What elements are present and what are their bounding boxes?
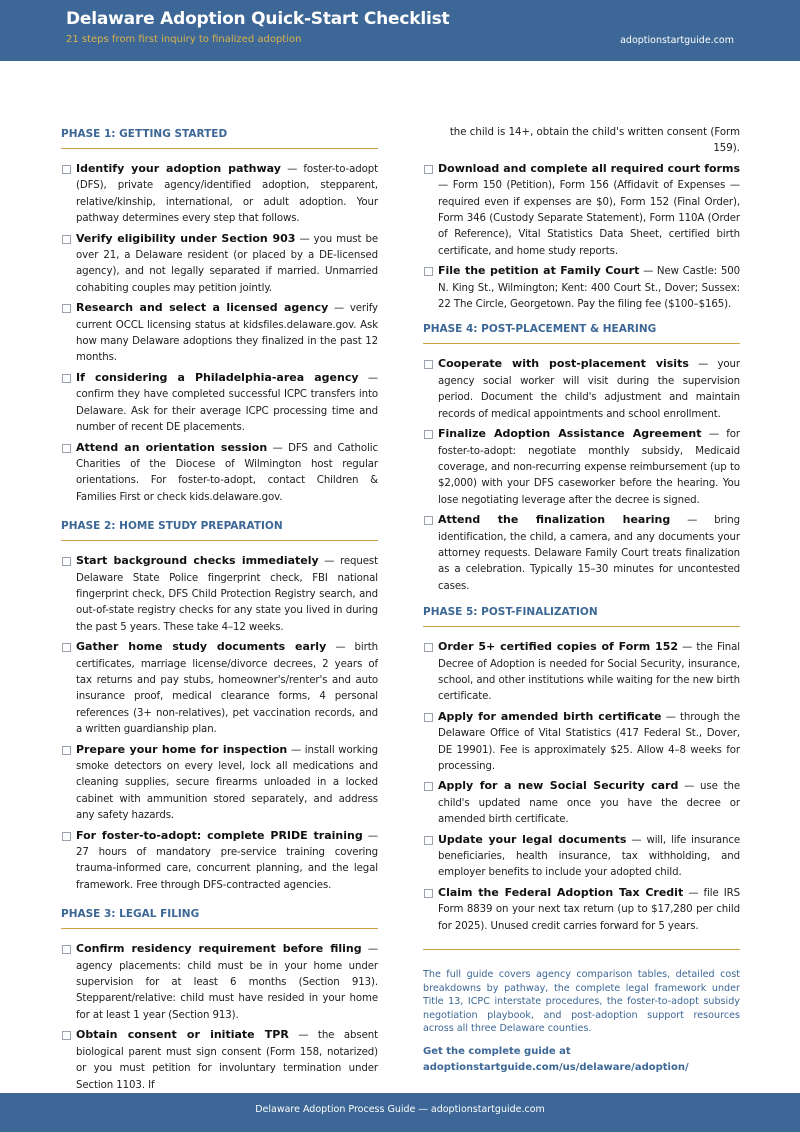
checkbox-icon[interactable] bbox=[424, 643, 433, 652]
item-title: Gather home study documents early bbox=[76, 640, 327, 654]
checklist-item bbox=[61, 300, 378, 367]
item-body: — New Castle: 500 N. King St., Wilmington; Kent: 400 Court St., Dover; Sussex: 22 The Circle, Georgetown. Pay the filing fee ($100–$165). bbox=[438, 266, 740, 311]
item-title: Apply for amended birth certificate bbox=[438, 709, 662, 723]
checkbox-icon[interactable] bbox=[62, 746, 71, 755]
item-title: Finalize Adoption Assistance Agreement bbox=[438, 427, 702, 441]
checklist-item bbox=[61, 941, 378, 1024]
item-title: Update your legal documents bbox=[438, 832, 627, 846]
item-title: Order 5+ certified copies of Form 152 bbox=[438, 640, 679, 654]
item-body: — file IRS Form 8839 on your next tax return (up to $17,280 per child for 2025). Unused credit carries forward for 5 years. bbox=[438, 887, 740, 932]
item-continuation: the child is 14+, obtain the child's written consent (Form 159). bbox=[449, 127, 740, 155]
item-text bbox=[438, 356, 740, 423]
checkbox-icon[interactable] bbox=[424, 360, 433, 369]
item-text bbox=[438, 426, 740, 509]
checkbox-icon[interactable] bbox=[62, 304, 71, 313]
closing-divider bbox=[423, 949, 740, 950]
checkbox-icon[interactable] bbox=[424, 430, 433, 439]
cta-link[interactable]: adoptionstartguide.com/us/delaware/adoption/ bbox=[423, 1062, 689, 1074]
checkbox-icon[interactable] bbox=[424, 782, 433, 791]
phase-heading: PHASE 4: POST-PLACEMENT & HEARING bbox=[423, 323, 740, 344]
item-text bbox=[76, 231, 378, 298]
item-text bbox=[438, 639, 740, 706]
checklist-item bbox=[423, 832, 740, 882]
right-column bbox=[423, 127, 740, 1076]
item-text bbox=[76, 161, 378, 228]
item-body: — confirm they have completed successful ICPC transfers into Delaware. Ask for their average ICPC processing time and number of recent DE placements. bbox=[76, 372, 378, 434]
page-header bbox=[0, 0, 800, 61]
checklist-item bbox=[61, 370, 378, 437]
checkbox-icon[interactable] bbox=[62, 643, 71, 652]
item-body: — Form 150 (Petition), Form 156 (Affidavit of Expenses — required even if expenses are $0), Form 152 (Final Order), Form 346 (Custody Separate Statement), Form 110A (Order of Reference), Vital Statistics Data Sheet, certified birth certificate, and home study reports. bbox=[438, 180, 740, 257]
item-text bbox=[438, 161, 740, 260]
item-body: — through the Delaware Office of Vital Statistics (417 Federal St., Dover, DE 19901). Fee is approximately $25. Allow 4–8 weeks for processing. bbox=[438, 711, 740, 772]
item-text bbox=[438, 512, 740, 595]
item-title: Obtain consent or initiate TPR bbox=[76, 1028, 289, 1042]
checkbox-icon[interactable] bbox=[62, 945, 71, 954]
item-title: Apply for a new Social Security card bbox=[438, 779, 679, 793]
checkbox-icon[interactable] bbox=[62, 444, 71, 453]
item-text bbox=[76, 1027, 378, 1094]
item-title: Verify eligibility under Section 903 bbox=[76, 231, 296, 245]
phase-heading: PHASE 1: GETTING STARTED bbox=[61, 128, 378, 149]
item-text bbox=[76, 941, 378, 1024]
item-title: Download and complete all required court forms bbox=[438, 161, 740, 175]
checklist-item bbox=[423, 356, 740, 423]
item-title: Start background checks immediately bbox=[76, 554, 319, 568]
closing-summary: The full guide covers agency comparison tables, detailed cost breakdowns by pathway, the complete legal framework under Title 13, ICPC interstate procedures, the foster-to-adopt subsidy negotiation playbook, and post-adoption support resources across all three Delaware counties. bbox=[423, 969, 740, 1035]
item-body: — will, life insurance beneficiaries, health insurance, tax withholding, and employer benefits to include your adopted child. bbox=[438, 834, 740, 879]
checkbox-icon[interactable] bbox=[62, 557, 71, 566]
checkbox-icon[interactable] bbox=[62, 374, 71, 383]
page-footer: Delaware Adoption Process Guide — adoptionstartguide.com bbox=[0, 1093, 800, 1132]
checklist-item bbox=[61, 231, 378, 298]
item-title: Prepare your home for inspection bbox=[76, 742, 288, 756]
item-title: Identify your adoption pathway bbox=[76, 162, 281, 175]
item-title: If considering a Philadelphia-area agency bbox=[76, 370, 359, 384]
item-body: — request Delaware State Police fingerprint check, FBI national fingerprint check, DFS Child Protection Registry search, and out-of-state registry checks for any state you lived in during the past 5 years. These take 4–12 weeks. bbox=[76, 556, 378, 633]
page-title: Delaware Adoption Quick-Start Checklist bbox=[66, 9, 450, 29]
item-text bbox=[76, 828, 378, 895]
left-column bbox=[61, 128, 378, 1097]
checklist-item bbox=[423, 161, 740, 260]
item-text bbox=[76, 300, 378, 367]
item-title: Confirm residency requirement before filing bbox=[76, 942, 362, 956]
item-body: — bring identification, the child, a camera, and any documents your attorney requests. Delaware Family Court treats finalization as a celebration. Typically 15–30 minutes for uncontested cases. bbox=[438, 515, 740, 592]
item-title: Claim the Federal Adoption Tax Credit bbox=[438, 885, 684, 899]
checkbox-icon[interactable] bbox=[424, 267, 433, 276]
item-body: — DFS and Catholic Charities of the Diocese of Wilmington host regular orientations. For foster-to-adopt, contact Children & Families First or check kids.delaware.gov. bbox=[76, 442, 379, 503]
item-text bbox=[438, 709, 740, 776]
phase-heading: PHASE 5: POST-FINALIZATION bbox=[423, 606, 740, 627]
checkbox-icon[interactable] bbox=[62, 832, 71, 841]
item-text bbox=[438, 778, 740, 828]
checklist-item bbox=[423, 709, 740, 776]
item-title: Attend the finalization hearing bbox=[438, 513, 671, 527]
checklist-item bbox=[61, 742, 378, 825]
checkbox-icon[interactable] bbox=[62, 235, 71, 244]
checkbox-icon[interactable] bbox=[62, 165, 71, 174]
checklist-item bbox=[61, 639, 378, 738]
item-text bbox=[438, 263, 740, 313]
item-body: — 27 hours of mandatory pre-service training covering trauma-informed care, concurrent planning, and the legal framework. Free through DFS-contracted agencies. bbox=[76, 830, 378, 891]
checklist-item bbox=[423, 778, 740, 828]
checkbox-icon[interactable] bbox=[424, 516, 433, 525]
checkbox-icon[interactable] bbox=[424, 165, 433, 174]
item-text bbox=[76, 742, 378, 825]
item-body: — the absent biological parent must sign consent (Form 158, notarized) or you must petition for involuntary termination under Section 1103. If bbox=[76, 1030, 378, 1091]
checklist-item bbox=[61, 828, 378, 895]
phase-heading: PHASE 3: LEGAL FILING bbox=[61, 908, 378, 929]
checklist-item bbox=[61, 161, 378, 228]
item-title: Cooperate with post-placement visits bbox=[438, 357, 689, 371]
checkbox-icon[interactable] bbox=[424, 889, 433, 898]
header-site-link[interactable]: adoptionstartguide.com bbox=[620, 35, 734, 46]
checkbox-icon[interactable] bbox=[424, 713, 433, 722]
checklist-item bbox=[423, 426, 740, 509]
item-body: — use the child's updated name once you have the decree or amended birth certificate. bbox=[438, 781, 740, 826]
item-text bbox=[76, 440, 378, 507]
item-body: — the Final Decree of Adoption is needed for Social Security, insurance, school, and other institutions while waiting for the new birth certificate. bbox=[438, 642, 740, 703]
item-title: Attend an orientation session bbox=[76, 440, 268, 454]
item-body: — foster-to-adopt (DFS), private agency/identified adoption, stepparent, relative/kinship, international, or adult adoption. Your pathway determines every step that follows. bbox=[76, 164, 378, 225]
checklist-item bbox=[423, 512, 740, 595]
item-text bbox=[438, 885, 740, 935]
page-subtitle: 21 steps from first inquiry to finalized adoption bbox=[66, 34, 302, 45]
item-body: — for foster-to-adopt: negotiate monthly subsidy, Medicaid coverage, and non-recurring expense reimbursement (up to $2,000) with your DFS caseworker before the hearing. You lose negotiating leverage after the decree is signed. bbox=[438, 429, 740, 506]
item-text bbox=[76, 370, 378, 437]
item-body: — verify current OCCL licensing status at kidsfiles.delaware.gov. Ask how many Delaware adoptions they finalized in the past 12 months. bbox=[76, 303, 378, 364]
checkbox-icon[interactable] bbox=[424, 836, 433, 845]
item-title: For foster-to-adopt: complete PRIDE training bbox=[76, 828, 363, 842]
item-title: File the petition at Family Court bbox=[438, 264, 640, 278]
cta-label: Get the complete guide at bbox=[423, 1046, 571, 1058]
checklist-item bbox=[61, 553, 378, 636]
checklist-item bbox=[423, 263, 740, 313]
checklist-item bbox=[423, 885, 740, 935]
checklist-item bbox=[61, 440, 378, 507]
checkbox-icon[interactable] bbox=[62, 1031, 71, 1040]
item-text bbox=[438, 832, 740, 882]
item-body: — your agency social worker will visit during the supervision period. Document the child's adjustment and maintain records of medical appointments and school enrollment. bbox=[438, 359, 740, 420]
item-body: — birth certificates, marriage license/divorce decrees, 2 years of tax returns and pay stubs, homeowner's/renter's and auto insurance proof, medical clearance forms, 4 personal references (3+ non-relatives), pet vaccination records, and a written guardianship plan. bbox=[76, 642, 378, 736]
item-title: Research and select a licensed agency bbox=[76, 301, 329, 315]
item-body: — agency placements: child must be in your home under supervision for at least 6 months (Section 913). Stepparent/relative: child must have resided in your home for at least 1 year (Section 913). bbox=[76, 944, 378, 1021]
phase-heading: PHASE 2: HOME STUDY PREPARATION bbox=[61, 520, 378, 541]
item-body: — you must be over 21, a Delaware resident (or placed by a DE-licensed agency), and not legally separated if married. Unmarried cohabiting couples may petition jointly. bbox=[76, 233, 378, 294]
checklist-item bbox=[61, 1027, 378, 1094]
item-body: — install working smoke detectors on every level, lock all medications and cleaning supplies, secure firearms unloaded in a locked cabinet with ammunition stored separately, and address any safety hazards. bbox=[76, 744, 378, 822]
checklist-item bbox=[423, 639, 740, 706]
item-text bbox=[76, 639, 378, 738]
item-text bbox=[76, 553, 378, 636]
